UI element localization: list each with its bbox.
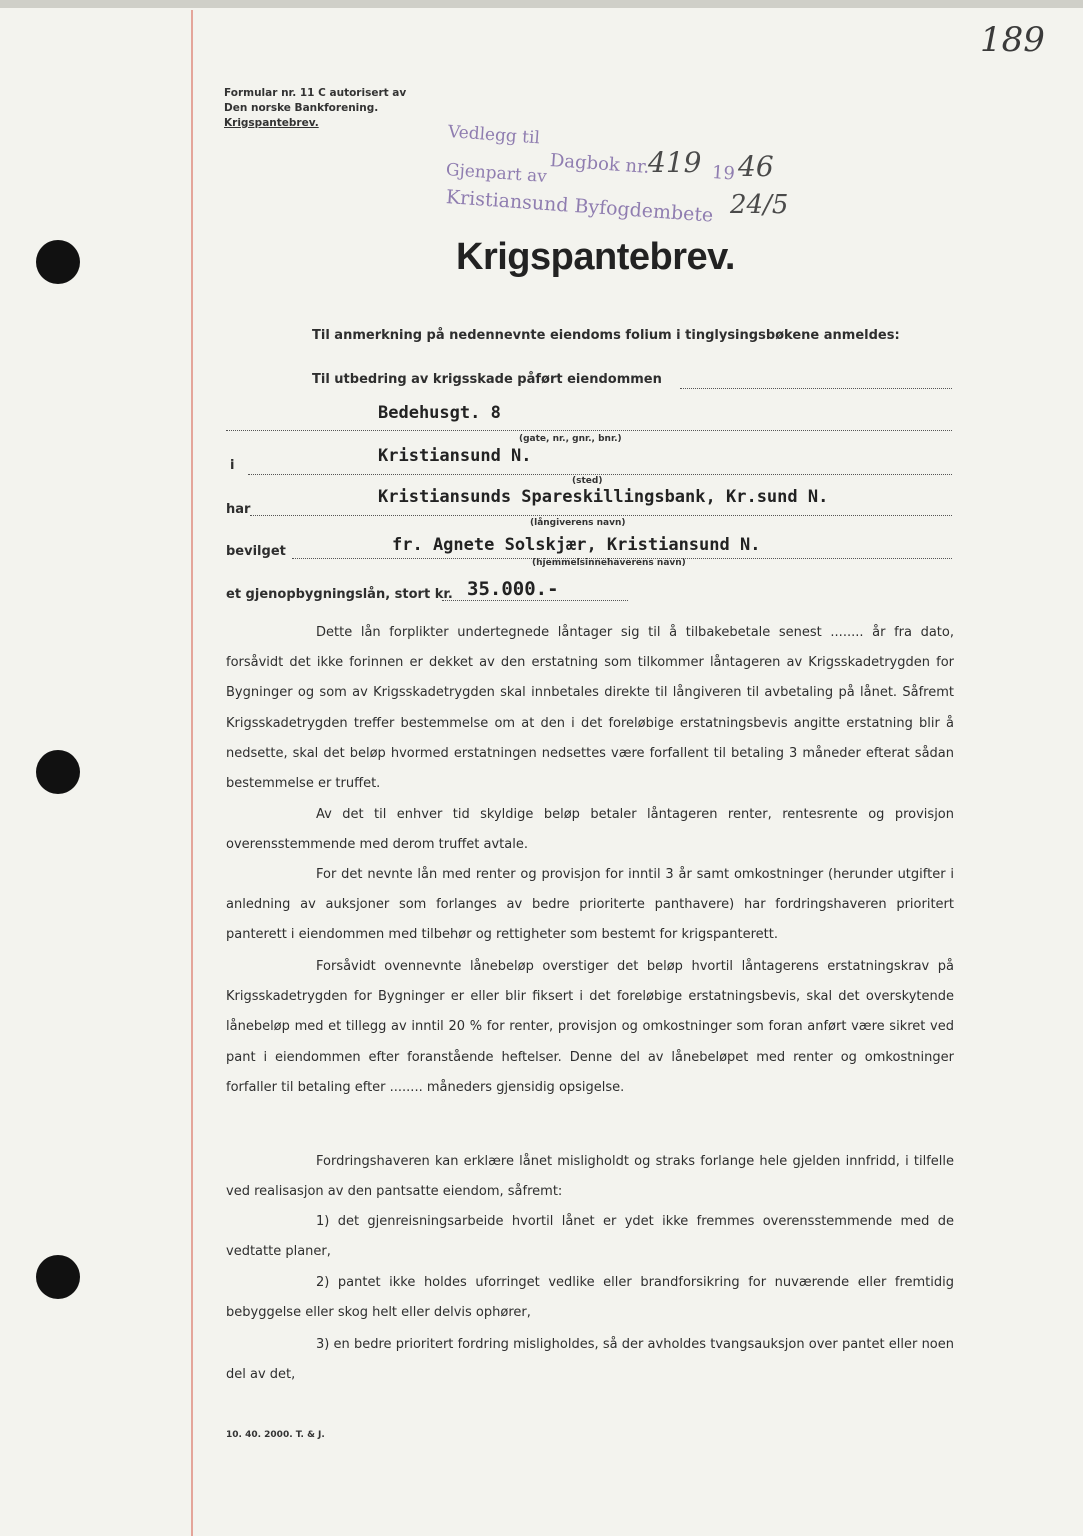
dotted-line (248, 474, 952, 475)
punch-hole (36, 750, 80, 794)
condition-item: 2) pantet ikke holdes uforringet vedlike eller brandforsikring for nuværende eller fremtidig bebyggelse eller skog helt eller delvis ophører, (226, 1275, 954, 1321)
year-suffix: 46 (738, 150, 774, 183)
paragraph: Forsåvidt ovennevnte lånebeløp overstiger det beløp hvortil låntagerens erstatningskrav på Krigsskadetrygden for Bygninger er eller blir fiksert i det foreløbige erstatningsbevis, skal det overskytende lånebeløp med et tillegg av inntil 20 % for renter, provisjon og omkostninger som foran anført være sikret ved pant i eiendommen efter foranstående heftelser. Denne del av lånebeløpet med renter og omkostninger forfaller til betaling efter ........ måneders gjensidig opsigelse. (226, 959, 954, 1095)
stamp-line-2: Gjenpart av (445, 160, 548, 188)
dotted-line (442, 600, 628, 601)
i-label: i (230, 458, 235, 473)
paragraph: For det nevnte lån med renter og provisjon for inntil 3 år samt omkostninger (herunder utgifter i anledning av auksjoner som forlanges av bedre prioriterte panthavere) har fordringshaveren prioritert panterett i eiendommen med tilbehør og rettigheter som bestemt for krigspanterett. (226, 867, 954, 943)
bevilget-label: bevilget (226, 544, 286, 559)
stamp-year-prefix: 19 (711, 162, 736, 185)
lender-hint: (långiverens navn) (530, 518, 626, 528)
condition-item: 3) en bedre prioritert fordring misligholdes, så der avholdes tvangsauksjon over pantet eller noen del av det, (226, 1337, 954, 1383)
form-note-line: Den norske Bankforening. (224, 102, 379, 114)
punch-hole (36, 240, 80, 284)
stamp-dagbok-label: Dagbok nr. (549, 150, 651, 178)
paragraph: Av det til enhver tid skyldige beløp betaler låntageren renter, rentesrente og provisjon overensstemmende med derom truffet avtale. (226, 807, 954, 853)
place-value: Kristiansund N. (378, 446, 532, 466)
loan-value: 35.000.- (467, 578, 559, 600)
address-hint: (gate, nr., gnr., bnr.) (519, 434, 622, 444)
condition-item: 1) det gjenreisningsarbeide hvortil lånet er ydet ikke fremmes overensstemmende med de vedtatte planer, (226, 1214, 954, 1260)
form-note-title: Krigspantebrev. (224, 117, 319, 129)
form-note-line: Formular nr. 11 C autorisert av (224, 87, 407, 99)
borrower-hint: (hjemmelsinnehaverens navn) (532, 558, 686, 568)
lender-value: Kristiansunds Spareskillingsbank, Kr.sund N. (378, 487, 829, 507)
loan-label: et gjenopbygningslån, stort kr. (226, 587, 453, 602)
stamp-line-3: Kristiansund Byfogdembete (445, 186, 714, 227)
stamp-date: 24/5 (730, 190, 789, 220)
page-title: Krigspantebrev. (456, 236, 735, 278)
dagbok-number: 419 (648, 146, 702, 179)
utbedring-label: Til utbedring av krigsskade påført eiendommen (312, 372, 662, 387)
paragraph: Dette lån forplikter undertegnede låntager sig til å tilbakebetale senest ........ år fra dato, forsåvidt det ikke forinnen er dekket av den erstatning som tilkommer låntageren av Krigsskadetrygden for Bygninger og som av Krigsskadetrygden skal innbetales direkte til långiveren til avbetaling på lånet. Såfremt Krigsskadetrygden treffer bestemmelse om at den i det foreløbige erstatningsbevis angitte erstatning blir å nedsette, skal det beløp hvormed erstatningen nedsettes være forfallent til betaling 3 måneder efterat sådan bestemmelse er truffet. (226, 625, 954, 792)
print-footer: 10. 40. 2000. T. & J. (226, 1430, 325, 1440)
punch-hole (36, 1255, 80, 1299)
margin-line (191, 10, 193, 1536)
intro-text: Til anmerkning på nedennevnte eiendoms folium i tinglysingsbøkene anmeldes: (312, 328, 900, 343)
top-edge (0, 0, 1083, 8)
har-label: har (226, 502, 251, 517)
form-note (224, 86, 406, 131)
stamp-line-1: Vedlegg til (447, 122, 541, 149)
borrower-value: fr. Agnete Solskjær, Kristiansund N. (392, 535, 761, 555)
address-value: Bedehusgt. 8 (378, 403, 501, 423)
dotted-line (250, 515, 952, 516)
dotted-line (680, 388, 952, 389)
page-number: 189 (980, 20, 1045, 60)
conditions-intro: Fordringshaveren kan erklære lånet misligholdt og straks forlange hele gjelden innfridd, i tilfelle ved realisasjon av den pantsatte eiendom, såfremt: (226, 1154, 954, 1200)
dotted-line (226, 430, 952, 431)
place-hint: (sted) (572, 476, 603, 486)
